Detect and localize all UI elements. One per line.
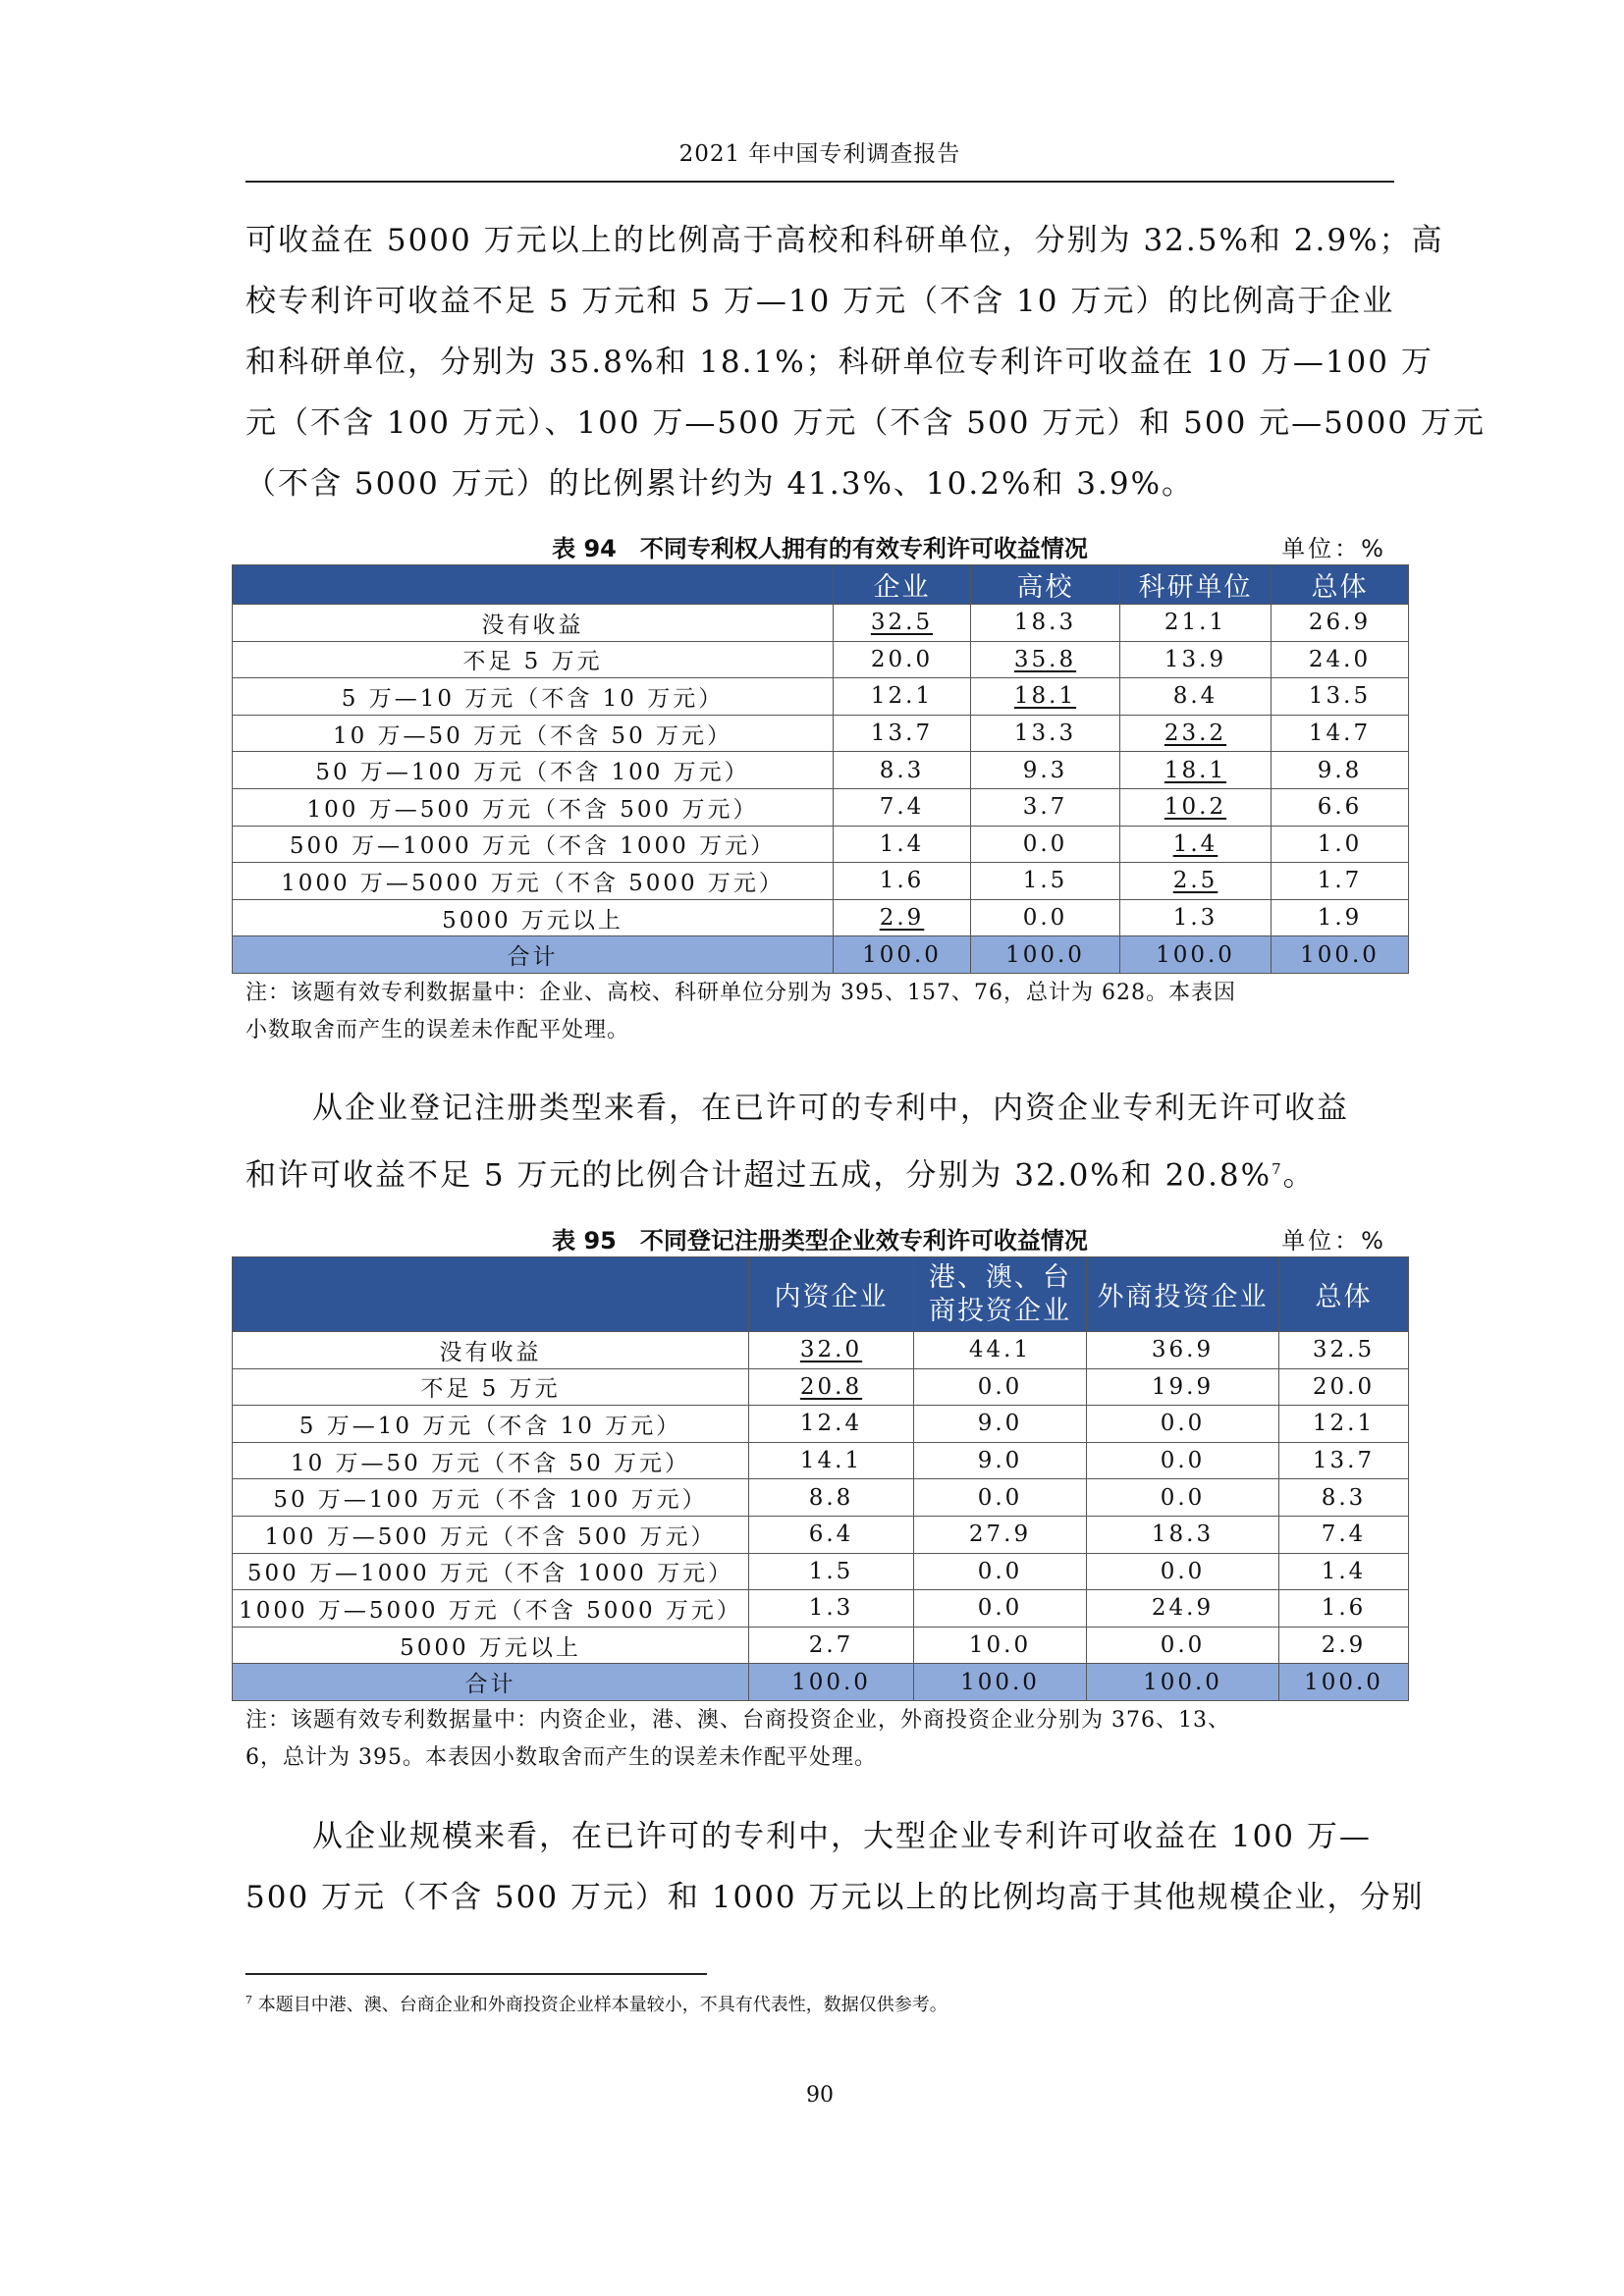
cell-value: 27.9 [968, 1522, 1032, 1548]
total-cell: 100.0 [749, 1664, 914, 1701]
table-cell [1272, 605, 1409, 642]
table-cell [971, 863, 1120, 900]
cell-value: 20.8 [799, 1373, 863, 1400]
cell-value: 2.9 [1321, 1632, 1367, 1659]
table-cell [1120, 641, 1272, 678]
table-cell [1120, 826, 1272, 863]
row-label: 500 万—1000 万元（不含 1000 万元） [233, 1553, 749, 1590]
paragraph-line: 可收益在 5000 万元以上的比例高于高校和科研单位，分别为 32.5%和 2.9%；高 [245, 223, 1444, 258]
table-cell [749, 1368, 914, 1406]
table-cell [1087, 1442, 1279, 1479]
table94-unit: 单位：% [1281, 535, 1386, 562]
table-cell [1087, 1406, 1279, 1443]
table-row [233, 1479, 1409, 1517]
table95-unit: 单位：% [1281, 1227, 1386, 1255]
cell-value: 21.1 [1164, 610, 1227, 636]
cell-value: 1.4 [1321, 1558, 1367, 1584]
cell-value: 0.0 [1160, 1632, 1206, 1659]
cell-value: 12.1 [1312, 1411, 1376, 1437]
cell-value: 14.1 [799, 1448, 863, 1474]
table-cell [834, 826, 971, 863]
row-label: 不足 5 万元 [233, 641, 834, 678]
cell-value: 32.5 [1312, 1337, 1376, 1363]
cell-value: 8.8 [808, 1484, 854, 1511]
footnote-ref: 7 [1272, 1160, 1283, 1178]
cell-value: 0.0 [1022, 905, 1068, 932]
table-cell [834, 788, 971, 826]
total-cell: 100.0 [1272, 936, 1409, 974]
footnote-number: 7 [245, 1994, 252, 2006]
cell-value: 2.7 [808, 1632, 854, 1659]
total-cell: 100.0 [1279, 1664, 1409, 1701]
cell-value: 18.1 [1013, 683, 1077, 710]
table-cell [749, 1590, 914, 1628]
cell-value: 1.4 [1172, 830, 1218, 857]
table-row [233, 899, 1409, 936]
cell-value: 44.1 [968, 1337, 1032, 1363]
table-cell [1279, 1627, 1409, 1664]
table-row [233, 1553, 1409, 1590]
col-header-line: 港、澳、台 [929, 1261, 1071, 1293]
cell-value: 1.5 [1022, 868, 1068, 894]
table-row [233, 1406, 1409, 1443]
table-row [233, 1332, 1409, 1369]
table-cell [1087, 1516, 1279, 1553]
cell-value: 20.0 [1312, 1373, 1376, 1400]
cell-value: 18.1 [1164, 757, 1227, 783]
cell-value: 18.3 [1151, 1522, 1215, 1548]
table-cell [971, 752, 1120, 789]
row-label: 5 万—10 万元（不含 10 万元） [233, 678, 834, 716]
table-cell [971, 715, 1120, 752]
cell-value: 1.4 [879, 830, 925, 857]
table-cell [1272, 752, 1409, 789]
cell-value: 6.4 [808, 1522, 854, 1548]
table-row [233, 678, 1409, 716]
table-cell [1087, 1590, 1279, 1628]
table-row [233, 1442, 1409, 1479]
cell-value: 12.4 [799, 1411, 863, 1437]
table-cell [1272, 788, 1409, 826]
cell-value: 24.9 [1151, 1595, 1215, 1622]
row-label: 5000 万元以上 [233, 1627, 749, 1664]
table-cell [749, 1553, 914, 1590]
row-label: 100 万—500 万元（不含 500 万元） [233, 788, 834, 826]
cell-value: 32.0 [799, 1337, 863, 1363]
table-cell [1272, 715, 1409, 752]
table-cell [1120, 605, 1272, 642]
table-row [233, 715, 1409, 752]
table-cell [914, 1368, 1087, 1406]
table94-note [245, 975, 1394, 1049]
header-rule [245, 181, 1394, 183]
table-cell [1279, 1590, 1409, 1628]
cell-value: 23.2 [1164, 721, 1227, 747]
cell-value: 13.7 [870, 721, 934, 747]
table-cell [914, 1553, 1087, 1590]
table-cell [834, 863, 971, 900]
row-label: 10 万—50 万元（不含 50 万元） [233, 715, 834, 752]
table-cell [914, 1332, 1087, 1369]
table94-header-blank [233, 565, 834, 605]
cell-value: 2.9 [879, 905, 925, 932]
total-cell: 100.0 [1120, 936, 1272, 974]
row-label: 不足 5 万元 [233, 1368, 749, 1406]
table-cell [1272, 899, 1409, 936]
table95-col-header: 外商投资企业 [1087, 1257, 1279, 1332]
total-cell: 100.0 [914, 1664, 1087, 1701]
table-cell [749, 1442, 914, 1479]
paragraph-line-end: 。 [1282, 1157, 1316, 1194]
note-line: 注：该题有效专利数据量中：内资企业，港、澳、台商投资企业，外商投资企业分别为 376、13、 [245, 1708, 1230, 1733]
paragraph-line: 从企业规模来看，在已许可的专利中，大型企业专利许可收益在 100 万— [312, 1819, 1372, 1854]
table-cell [749, 1627, 914, 1664]
table-cell [1279, 1442, 1409, 1479]
table94-caption [245, 527, 1394, 561]
table95-col-header: 总体 [1279, 1257, 1409, 1332]
table-cell [914, 1442, 1087, 1479]
table-cell [749, 1516, 914, 1553]
table94-col-header: 高校 [971, 565, 1120, 605]
table-cell [914, 1406, 1087, 1443]
table-cell [1272, 863, 1409, 900]
table-cell [1120, 678, 1272, 716]
total-row [233, 936, 1409, 974]
total-row [233, 1664, 1409, 1701]
table94-col-header: 科研单位 [1120, 565, 1272, 605]
cell-value: 2.5 [1172, 868, 1218, 894]
row-label: 没有收益 [233, 605, 834, 642]
row-label: 5000 万元以上 [233, 899, 834, 936]
cell-value: 18.3 [1013, 610, 1077, 636]
cell-value: 36.9 [1151, 1337, 1215, 1363]
paragraph-line: 500 万元（不含 500 万元）和 1000 万元以上的比例均高于其他规模企业，分别 [245, 1880, 1425, 1915]
cell-value: 12.1 [870, 683, 934, 710]
cell-value: 8.4 [1172, 683, 1218, 710]
footnote [245, 1991, 947, 2016]
table-cell [971, 899, 1120, 936]
cell-value: 1.6 [879, 868, 925, 894]
table-cell [914, 1516, 1087, 1553]
cell-value: 9.0 [977, 1448, 1023, 1474]
footnote-rule [245, 1973, 707, 1975]
table-cell [1087, 1332, 1279, 1369]
table94-title: 表 94 不同专利权人拥有的有效专利许可收益情况 [552, 535, 1088, 562]
table-cell [749, 1479, 914, 1517]
row-label: 1000 万—5000 万元（不含 5000 万元） [233, 863, 834, 900]
total-label: 合计 [233, 936, 834, 974]
row-label: 10 万—50 万元（不含 50 万元） [233, 1442, 749, 1479]
table95-header-blank [233, 1257, 749, 1332]
paragraph-line: （不含 5000 万元）的比例累计约为 41.3%、10.2%和 3.9%。 [245, 466, 1195, 502]
cell-value: 7.4 [879, 794, 925, 821]
table-cell [1120, 715, 1272, 752]
cell-value: 0.0 [977, 1558, 1023, 1584]
cell-value: 3.7 [1022, 794, 1068, 821]
cell-value: 7.4 [1321, 1522, 1367, 1548]
cell-value: 6.6 [1317, 794, 1363, 821]
row-label: 1000 万—5000 万元（不含 5000 万元） [233, 1590, 749, 1628]
table94-col-header: 总体 [1272, 565, 1409, 605]
running-header: 2021 年中国专利调查报告 [678, 141, 961, 167]
table94-header-row [233, 565, 1409, 605]
table-cell [1279, 1553, 1409, 1590]
cell-value: 10.2 [1164, 794, 1227, 821]
table-cell [834, 899, 971, 936]
table-cell [834, 678, 971, 716]
cell-value: 8.3 [1321, 1484, 1367, 1511]
table-row [233, 863, 1409, 900]
paragraph-line: 和许可收益不足 5 万元的比例合计超过五成，分别为 32.0%和 20.8% [245, 1157, 1272, 1194]
table-cell [1087, 1479, 1279, 1517]
cell-value: 0.0 [1160, 1558, 1206, 1584]
paragraph-1 [245, 210, 1486, 514]
cell-value: 0.0 [977, 1595, 1023, 1622]
cell-value: 13.7 [1312, 1448, 1376, 1474]
row-label: 5 万—10 万元（不含 10 万元） [233, 1406, 749, 1443]
paragraph-line: 和科研单位，分别为 35.8%和 18.1%；科研单位专利许可收益在 10 万—100 万 [245, 345, 1434, 380]
table-cell [1272, 826, 1409, 863]
table95 [232, 1256, 1409, 1701]
row-label: 500 万—1000 万元（不含 1000 万元） [233, 826, 834, 863]
cell-value: 0.0 [1160, 1484, 1206, 1511]
table95-caption [245, 1219, 1394, 1253]
table-cell [1120, 899, 1272, 936]
table-cell [1120, 752, 1272, 789]
cell-value: 26.9 [1308, 610, 1372, 636]
table-cell [749, 1332, 914, 1369]
table-row [233, 641, 1409, 678]
table-cell [834, 605, 971, 642]
cell-value: 1.3 [808, 1595, 854, 1622]
table-cell [1279, 1332, 1409, 1369]
cell-value: 9.3 [1022, 757, 1068, 783]
total-cell: 100.0 [834, 936, 971, 974]
paragraph-line: 从企业登记注册类型来看，在已许可的专利中，内资企业专利无许可收益 [312, 1091, 1349, 1126]
footnote-text: 本题目中港、澳、台商企业和外商投资企业样本量较小，不具有代表性，数据仅供参考。 [257, 1995, 947, 2015]
table-cell [1279, 1516, 1409, 1553]
cell-value: 14.7 [1308, 721, 1372, 747]
note-line: 6，总计为 395。本表因小数取舍而产生的误差未作配平处理。 [245, 1745, 877, 1770]
table-cell [914, 1590, 1087, 1628]
table-cell [834, 641, 971, 678]
table-cell [1272, 678, 1409, 716]
table-cell [1279, 1406, 1409, 1443]
table95-col-header [914, 1257, 1087, 1332]
table-cell [971, 605, 1120, 642]
total-cell: 100.0 [971, 936, 1120, 974]
cell-value: 10.0 [968, 1632, 1032, 1659]
table-cell [971, 678, 1120, 716]
cell-value: 24.0 [1308, 646, 1372, 672]
cell-value: 13.9 [1164, 646, 1227, 672]
table-row [233, 1368, 1409, 1406]
table95-header-row [233, 1257, 1409, 1332]
table-cell [1087, 1368, 1279, 1406]
table-cell [1279, 1368, 1409, 1406]
table94 [232, 564, 1409, 974]
row-label: 100 万—500 万元（不含 500 万元） [233, 1516, 749, 1553]
table-row [233, 752, 1409, 789]
cell-value: 1.3 [1172, 905, 1218, 932]
cell-value: 1.6 [1321, 1595, 1367, 1622]
cell-value: 20.0 [870, 646, 934, 672]
table95-col-header: 内资企业 [749, 1257, 914, 1332]
paragraph-line: 元（不含 100 万元）、100 万—500 万元（不含 500 万元）和 500 元—5000 万元 [245, 405, 1486, 441]
row-label: 没有收益 [233, 1332, 749, 1369]
cell-value: 0.0 [1160, 1411, 1206, 1437]
cell-value: 1.5 [808, 1558, 854, 1584]
cell-value: 19.9 [1151, 1373, 1215, 1400]
cell-value: 0.0 [1160, 1448, 1206, 1474]
table-cell [1272, 641, 1409, 678]
cell-value: 9.8 [1317, 757, 1363, 783]
cell-value: 1.7 [1317, 868, 1363, 894]
cell-value: 9.0 [977, 1411, 1023, 1437]
page-number: 90 [806, 2083, 834, 2108]
table94-col-header: 企业 [834, 565, 971, 605]
table-cell [749, 1406, 914, 1443]
cell-value: 13.5 [1308, 683, 1372, 710]
note-line: 注：该题有效专利数据量中：企业、高校、科研单位分别为 395、157、76，总计为 628。本表因 [245, 981, 1236, 1005]
cell-value: 32.5 [870, 610, 934, 636]
table95-note [245, 1702, 1394, 1777]
table-cell [1279, 1479, 1409, 1517]
table-cell [971, 788, 1120, 826]
row-label: 50 万—100 万元（不含 100 万元） [233, 1479, 749, 1517]
paragraph-3 [245, 1806, 1425, 1928]
table-cell [914, 1479, 1087, 1517]
table-cell [1087, 1553, 1279, 1590]
table-cell [1120, 863, 1272, 900]
table-cell [834, 752, 971, 789]
total-label: 合计 [233, 1664, 749, 1701]
table-cell [1120, 788, 1272, 826]
cell-value: 8.3 [879, 757, 925, 783]
table-cell [914, 1627, 1087, 1664]
row-label: 50 万—100 万元（不含 100 万元） [233, 752, 834, 789]
table-row [233, 605, 1409, 642]
table-cell [971, 641, 1120, 678]
table-cell [971, 826, 1120, 863]
table95-title: 表 95 不同登记注册类型企业效专利许可收益情况 [552, 1227, 1088, 1255]
table-row [233, 1590, 1409, 1628]
table-row [233, 1627, 1409, 1664]
cell-value: 1.9 [1317, 905, 1363, 932]
cell-value: 1.0 [1317, 830, 1363, 857]
cell-value: 13.3 [1013, 721, 1077, 747]
table-row [233, 1516, 1409, 1553]
paragraph-2 [245, 1078, 1394, 1205]
cell-value: 35.8 [1013, 646, 1077, 672]
paragraph-line: 校专利许可收益不足 5 万元和 5 万—10 万元（不含 10 万元）的比例高于企业 [245, 284, 1395, 319]
note-line: 小数取舍而产生的误差未作配平处理。 [245, 1018, 630, 1042]
table-cell [1087, 1627, 1279, 1664]
table-row [233, 788, 1409, 826]
cell-value: 0.0 [977, 1484, 1023, 1511]
col-header-line: 商投资企业 [929, 1295, 1071, 1326]
total-cell: 100.0 [1087, 1664, 1279, 1701]
table-cell [834, 715, 971, 752]
cell-value: 0.0 [1022, 830, 1068, 857]
cell-value: 0.0 [977, 1373, 1023, 1400]
table-row [233, 826, 1409, 863]
